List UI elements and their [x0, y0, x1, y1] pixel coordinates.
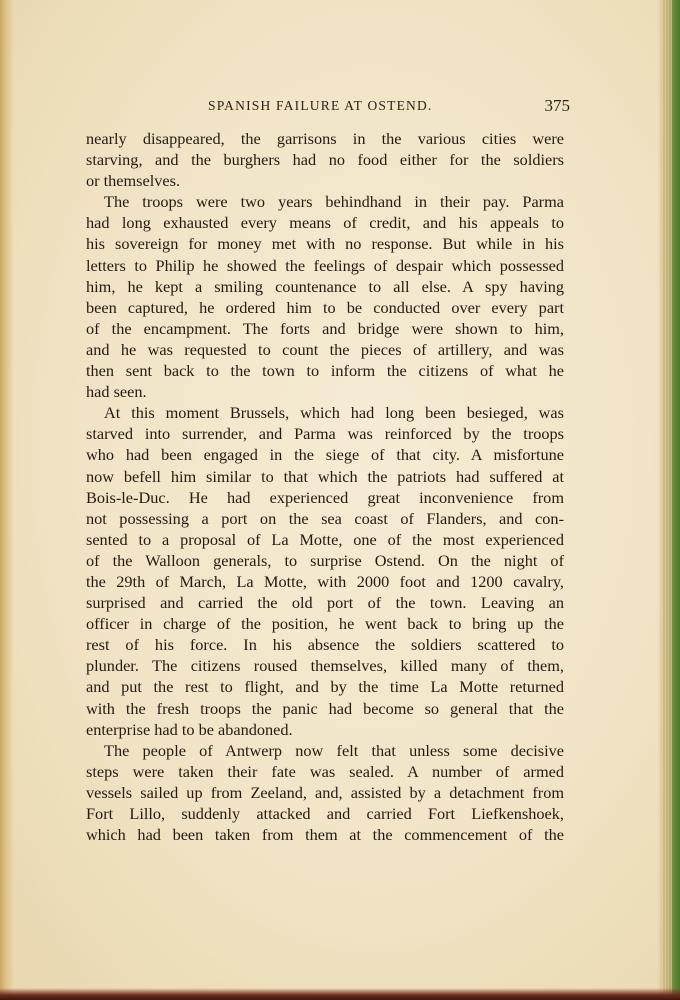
text-line: been captured, he ordered him to be conducted over every part [86, 297, 564, 317]
text-line: Fort Lillo, suddenly attacked and carried Fort Liefkenshoek, [86, 804, 564, 823]
text-line: The troops were two years behindhand in their pay. Parma [104, 192, 564, 212]
text-line: with the fresh troops the panic had become so general that the [86, 698, 564, 718]
page-number: 375 [544, 96, 570, 115]
text-line: the 29th of March, La Motte, with 2000 foot and 1200 cavalry, [86, 571, 564, 591]
page-header [86, 96, 570, 120]
text-line: starved into surrender, and Parma was reinforced by the troops [86, 424, 564, 444]
text-line: not possessing a port on the sea coast of Flanders, and con- [86, 508, 564, 528]
text-line: of the Walloon generals, to surprise Ostend. On the night of [86, 550, 564, 570]
running-head: SPANISH FAILURE AT OSTEND. [208, 98, 433, 113]
book-cover-edge-bottom [0, 988, 680, 1000]
text-line: officer in charge of the position, he went back to bring up the [86, 614, 564, 634]
text-line: plunder. The citizens roused themselves, killed many of them, [86, 656, 564, 676]
text-line: who had been engaged in the siege of that city. A misfortune [86, 445, 564, 465]
text-line: vessels sailed up from Zeeland, and, assisted by a detachment from [86, 782, 564, 802]
text-line: steps were taken their fate was sealed. A number of armed [86, 761, 564, 781]
text-line: had seen. [86, 382, 147, 402]
text-line: or themselves. [86, 171, 181, 191]
text-line: had long exhausted every means of credit, and his appeals to [86, 213, 564, 233]
text-line: nearly disappeared, the garrisons in the various cities were [86, 129, 564, 148]
page-gutter-left [0, 0, 14, 1000]
text-line: sented to a proposal of La Motte, one of the most experienced [86, 529, 564, 549]
text-line: and put the rest to flight, and by the time La Motte returned [86, 677, 564, 697]
text-line: then sent back to the town to inform the citizens of what he [86, 361, 564, 381]
text-line: enterprise had to be abandoned. [86, 719, 293, 739]
text-line: which had been taken from them at the commencement of the [86, 825, 564, 845]
text-line: him, he kept a smiling countenance to all else. A spy having [86, 276, 564, 296]
text-line: letters to Philip he showed the feelings of despair which possessed [86, 255, 564, 275]
text-line: surprised and carried the old port of the town. Leaving an [86, 593, 564, 613]
text-line: now befell him similar to that which the patriots had suffered at [86, 466, 564, 486]
page-stack-edge [662, 0, 672, 1000]
text-line: rest of his force. In his absence the soldiers scattered to [86, 635, 564, 655]
text-line: of the encampment. The forts and bridge were shown to him, [86, 318, 564, 338]
body-text [86, 128, 564, 845]
text-line: starving, and the burghers had no food either for the soldiers [86, 150, 564, 170]
text-line: The people of Antwerp now felt that unless some decisive [104, 740, 564, 760]
text-line: his sovereign for money met with no response. But while in his [86, 234, 564, 254]
text-line: Bois-le-Duc. He had experienced great inconvenience from [86, 487, 564, 507]
text-line: and he was requested to count the pieces of artillery, and was [86, 339, 564, 359]
text-line: At this moment Brussels, which had long been besieged, was [104, 403, 564, 423]
